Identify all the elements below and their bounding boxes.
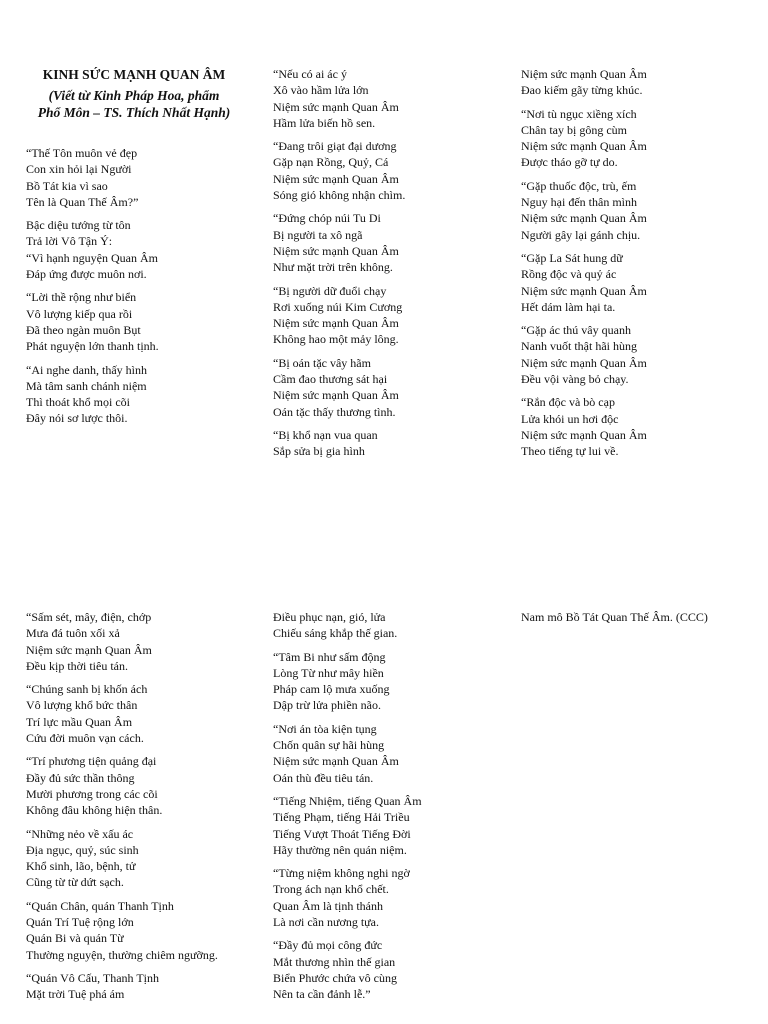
verse-line: Đao kiếm gãy từng khúc. <box>521 83 643 98</box>
verse-stanza <box>273 210 503 275</box>
verse-line: “Bị người dữ đuổi chạy <box>273 283 387 298</box>
verse-line: Phát nguyện lớn thanh tịnh. <box>26 339 159 354</box>
verse-line: Nguy hại đến thân mình <box>521 195 637 210</box>
verse-line: Biển Phước chứa vô cùng <box>273 970 397 985</box>
column-bottom-left <box>26 609 256 1010</box>
verse-stanza <box>26 289 250 354</box>
verse-stanza <box>521 178 751 243</box>
verse-line: Tiếng Phạm, tiếng Hải Triều <box>273 810 410 825</box>
verse-line: Chân tay bị gông cùm <box>521 122 627 137</box>
verse-stanza <box>273 865 503 930</box>
verse-line: Niệm sức mạnh Quan Âm <box>521 283 647 298</box>
verse-line: Sắp sửa bị gia hình <box>273 444 365 459</box>
verse-line: “Chúng sanh bị khốn ách <box>26 682 148 697</box>
verse-line: “Tâm Bi như sấm động <box>273 649 386 664</box>
verse-line: Pháp cam lộ mưa xuống <box>273 682 390 697</box>
verse-line: “Ai nghe danh, thấy hình <box>26 362 147 377</box>
stanza-list <box>18 145 250 427</box>
verse-line: Niệm sức mạnh Quan Âm <box>521 211 647 226</box>
verse-stanza <box>26 362 250 427</box>
verse-stanza <box>26 826 256 891</box>
verse-line: Trí lực mầu Quan Âm <box>26 714 133 729</box>
verse-line: Vô lượng kiếp qua rồi <box>26 306 133 321</box>
verse-line: Bồ Tát kia vì sao <box>26 178 108 193</box>
verse-stanza <box>26 970 256 1003</box>
column-bottom-middle <box>273 609 503 1010</box>
document-title: KINH SỨC MẠNH QUAN ÂM <box>42 67 226 82</box>
document-subtitle-line-2: Phổ Môn – TS. Thích Nhất Hạnh) <box>37 105 231 120</box>
verse-line: “Đang trôi giạt đại dương <box>273 139 397 154</box>
verse-line: Hãy thường nên quán niệm. <box>273 842 407 857</box>
verse-line: Hầm lửa biến hồ sen. <box>273 115 376 130</box>
verse-line: Thường nguyện, thường chiêm ngưỡng. <box>26 947 218 962</box>
verse-stanza <box>26 753 256 818</box>
verse-line: Thì thoát khổ mọi cõi <box>26 395 130 410</box>
verse-stanza <box>26 898 256 963</box>
verse-line: Lòng Từ như mây hiền <box>273 665 384 680</box>
verse-line: Niệm sức mạnh Quan Âm <box>26 642 152 657</box>
verse-stanza <box>273 793 503 858</box>
verse-line: Rơi xuống núi Kim Cương <box>273 299 403 314</box>
verse-line: Nên ta cần đảnh lễ.” <box>273 987 371 1002</box>
verse-line: “Gặp ác thú vây quanh <box>521 323 631 338</box>
verse-line: Đều vội vàng bỏ chạy. <box>521 372 629 387</box>
verse-line: Quan Âm là tịnh thánh <box>273 898 383 913</box>
verse-line: Niệm sức mạnh Quan Âm <box>273 243 399 258</box>
verse-line: Mắt thương nhìn thế gian <box>273 954 396 969</box>
verse-line: Sóng gió không nhận chìm. <box>273 188 406 203</box>
verse-line: Niệm sức mạnh Quan Âm <box>273 99 399 114</box>
verse-line: Nam mô Bồ Tát Quan Thế Âm. (CCC) <box>521 610 708 624</box>
verse-line: “Vì hạnh nguyện Quan Âm <box>26 250 158 265</box>
verse-line: Lửa khói un hơi độc <box>521 411 619 426</box>
verse-line: Nanh vuốt thật hãi hùng <box>521 339 637 354</box>
verse-line: Rồng độc và quỷ ác <box>521 267 617 282</box>
verse-line: Mặt trời Tuệ phá ám <box>26 987 125 1002</box>
verse-line: Chiếu sáng khắp thế gian. <box>273 626 398 641</box>
verse-line: Quán Bi và quán Từ <box>26 931 124 946</box>
verse-line: “Quán Vô Cấu, Thanh Tịnh <box>26 970 159 985</box>
column-top-left <box>18 66 250 434</box>
verse-line: Mười phương trong các cõi <box>26 786 158 801</box>
verse-stanza <box>273 138 503 203</box>
verse-stanza <box>273 937 503 1002</box>
verse-line: “Rắn độc và bò cạp <box>521 395 615 410</box>
stanza-list <box>273 66 503 460</box>
verse-line: Người gây lại gánh chịu. <box>521 227 641 242</box>
verse-stanza <box>521 106 751 171</box>
verse-line: “Đầy đủ mọi công đức <box>273 938 383 953</box>
verse-line: Được tháo gỡ tự do. <box>521 155 618 170</box>
verse-line: Theo tiếng tự lui về. <box>521 444 619 459</box>
verse-stanza <box>26 609 256 674</box>
verse-line: Cầm đao thương sát hại <box>273 372 388 387</box>
verse-stanza <box>273 649 503 714</box>
verse-line: Gặp nạn Rồng, Quỷ, Cá <box>273 155 389 170</box>
verse-stanza <box>521 322 751 387</box>
document-subtitle-line-1: (Viết từ Kinh Pháp Hoa, phẩm <box>48 88 220 103</box>
verse-line: Cũng từ từ dứt sạch. <box>26 875 124 890</box>
verse-line: Cứu đời muôn vạn cách. <box>26 731 144 746</box>
verse-line: Niệm sức mạnh Quan Âm <box>521 67 647 81</box>
verse-line: Niệm sức mạnh Quan Âm <box>273 754 399 769</box>
verse-line: Đầy đủ sức thần thông <box>26 770 135 785</box>
verse-line: Chốn quân sự hãi hùng <box>273 738 385 753</box>
verse-line: Niệm sức mạnh Quan Âm <box>273 316 399 331</box>
column-top-middle <box>273 66 503 467</box>
verse-line: “Bị khổ nạn vua quan <box>273 427 378 442</box>
verse-line: “Lời thề rộng như biển <box>26 290 137 305</box>
verse-line: Điều phục nạn, gió, lửa <box>273 610 386 624</box>
verse-line: “Bị oán tặc vây hãm <box>273 355 371 370</box>
verse-line: Như mặt trời trên không. <box>273 260 393 275</box>
verse-line: “Tiếng Nhiệm, tiếng Quan Âm <box>273 793 422 808</box>
stanza-list <box>521 66 751 460</box>
verse-stanza <box>521 66 751 99</box>
verse-stanza <box>273 283 503 348</box>
verse-line: “Những nẻo về xấu ác <box>26 826 134 841</box>
verse-line: Bậc diệu tướng từ tôn <box>26 218 131 233</box>
verse-line: Đáp ứng được muôn nơi. <box>26 267 147 282</box>
verse-line: “Trí phương tiện quảng đại <box>26 754 157 769</box>
verse-line: Vô lượng khổ bức thân <box>26 698 138 713</box>
verse-line: Con xin hỏi lại Người <box>26 162 132 177</box>
verse-stanza <box>521 394 751 459</box>
verse-stanza <box>26 681 256 746</box>
verse-line: Tên là Quan Thế Âm?” <box>26 194 139 209</box>
verse-line: “Quán Chân, quán Thanh Tịnh <box>26 898 174 913</box>
verse-line: Đây nói sơ lược thôi. <box>26 411 128 426</box>
verse-stanza <box>273 609 503 642</box>
verse-line: Dập trừ lửa phiền não. <box>273 698 381 713</box>
verse-stanza <box>273 355 503 420</box>
verse-line: Mưa đá tuôn xối xả <box>26 626 120 641</box>
stanza-list <box>26 609 256 1003</box>
verse-line: Niệm sức mạnh Quan Âm <box>521 355 647 370</box>
verse-line: “Thế Tôn muôn vẻ đẹp <box>26 146 138 160</box>
verse-line: “Từng niệm không nghi ngờ <box>273 866 410 881</box>
verse-line: Xô vào hầm lửa lớn <box>273 83 369 98</box>
verse-line: “Nơi tù ngục xiềng xích <box>521 106 637 121</box>
verse-line: Đều kịp thời tiêu tán. <box>26 658 128 673</box>
verse-line: “Nơi án tòa kiện tụng <box>273 721 377 736</box>
verse-stanza <box>26 217 250 282</box>
verse-stanza <box>273 721 503 786</box>
column-top-right <box>521 66 751 467</box>
verse-line: Trả lời Vô Tận Ý: <box>26 234 113 249</box>
verse-line: Niệm sức mạnh Quan Âm <box>273 171 399 186</box>
verse-line: “Nếu có ai ác ý <box>273 67 347 81</box>
verse-line: Hết dám làm hại ta. <box>521 299 616 314</box>
verse-line: Oán tặc thấy thương tình. <box>273 404 396 419</box>
verse-line: Là nơi cần nương tựa. <box>273 915 380 930</box>
verse-line: Trong ách nạn khổ chết. <box>273 882 389 897</box>
verse-line: “Sấm sét, mây, điện, chớp <box>26 610 152 624</box>
verse-line: Oán thù đều tiêu tán. <box>273 770 374 785</box>
verse-line: Đã theo ngàn muôn Bụt <box>26 322 141 337</box>
verse-line: Niệm sức mạnh Quan Âm <box>273 388 399 403</box>
verse-line: Khổ sinh, lão, bệnh, tử <box>26 859 136 874</box>
verse-line: Không hao một mảy lông. <box>273 332 399 347</box>
verse-line: Địa ngục, quỷ, súc sinh <box>26 842 139 857</box>
column-bottom-right <box>521 609 761 632</box>
stanza-list <box>273 609 503 1003</box>
verse-line: Không đâu không hiện thân. <box>26 803 163 818</box>
verse-stanza <box>273 66 503 131</box>
verse-line: Quán Trí Tuệ rộng lớn <box>26 915 134 930</box>
verse-stanza <box>26 145 250 210</box>
verse-line: Bị người ta xô ngã <box>273 227 363 242</box>
stanza-list <box>521 609 761 625</box>
verse-line: Mà tâm sanh chánh niệm <box>26 378 147 393</box>
verse-stanza <box>273 427 503 460</box>
verse-stanza <box>521 250 751 315</box>
verse-line: Niệm sức mạnh Quan Âm <box>521 427 647 442</box>
verse-stanza <box>521 609 761 625</box>
verse-line: “Đứng chóp núi Tu Di <box>273 211 381 226</box>
verse-line: “Gặp La Sát hung dữ <box>521 250 623 265</box>
verse-line: Niệm sức mạnh Quan Âm <box>521 139 647 154</box>
verse-line: Tiếng Vượt Thoát Tiếng Đời <box>273 826 411 841</box>
verse-line: “Gặp thuốc độc, trù, ếm <box>521 178 637 193</box>
